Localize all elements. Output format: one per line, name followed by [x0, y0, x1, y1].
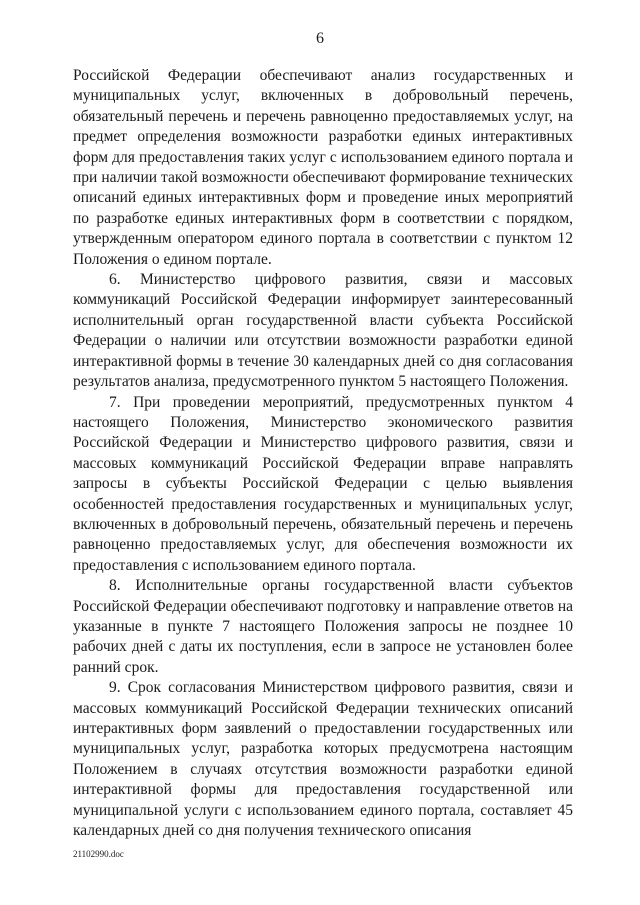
paragraph-item-9: 9. Срок согласования Министерством цифрового развития, связи и массовых коммуникаций Российской Федерации технических описаний интерактивных форм заявлений о предоставлении государственных или муниципальных услуг, разработка которых предусмотрена настоящим Положением в случаях отсутствия возможности разработки единой интерактивной формы для предоставления государственной или муниципальной услуги с использованием единого портала, составляет 45 календарных дней со дня получения технического описания [73, 679, 573, 840]
paragraph-continuation: Российской Федерации обеспечивают анализ государственных и муниципальных услуг, включенных в добровольный перечень, обязательный перечень и перечень равноценно предоставляемых услуг, на предмет определения возможности разработки единых интерактивных форм для предоставления таких услуг с использованием единого портала и при наличии такой возможности обеспечивают формирование технических описаний единых интерактивных форм и проведение иных мероприятий по разработке единых интерактивных форм в соответствии с порядком, утвержденным оператором единого портала в соответствии с пунктом 12 Положения о едином портале. [73, 67, 573, 268]
document-file-name: 21102990.doc [73, 849, 124, 859]
paragraph-item-8: 8. Исполнительные органы государственной власти субъектов Российской Федерации обеспечивают подготовку и направление ответов на указанные в пункте 7 настоящего Положения запросы не позднее 10 рабочих дней с даты их поступления, если в запросе не установлен более ранний срок. [73, 577, 573, 676]
paragraph-item-6: 6. Министерство цифрового развития, связи и массовых коммуникаций Российской Федерации информирует заинтересованный исполнительный орган государственной власти субъекта Российской Федерации о наличии или отсутствии возможности разработки единой интерактивной формы в течение 30 календарных дней со дня согласования результатов анализа, предусмотренного пунктом 5 настоящего Положения. [73, 271, 573, 391]
paragraph-item-7: 7. При проведении мероприятий, предусмотренных пунктом 4 настоящего Положения, Министерство экономического развития Российской Федерации и Министерство цифрового развития, связи и массовых коммуникаций Российской Федерации вправе направлять запросы в субъекты Российской Федерации с целью выявления особенностей предоставления государственных и муниципальных услуг, включенных в добровольный перечень, обязательный перечень и перечень равноценно предоставляемых услуг, для обеспечения возможности их предоставления с использованием единого портала. [73, 393, 573, 574]
document-body [73, 66, 573, 841]
page-number: 6 [316, 30, 324, 47]
